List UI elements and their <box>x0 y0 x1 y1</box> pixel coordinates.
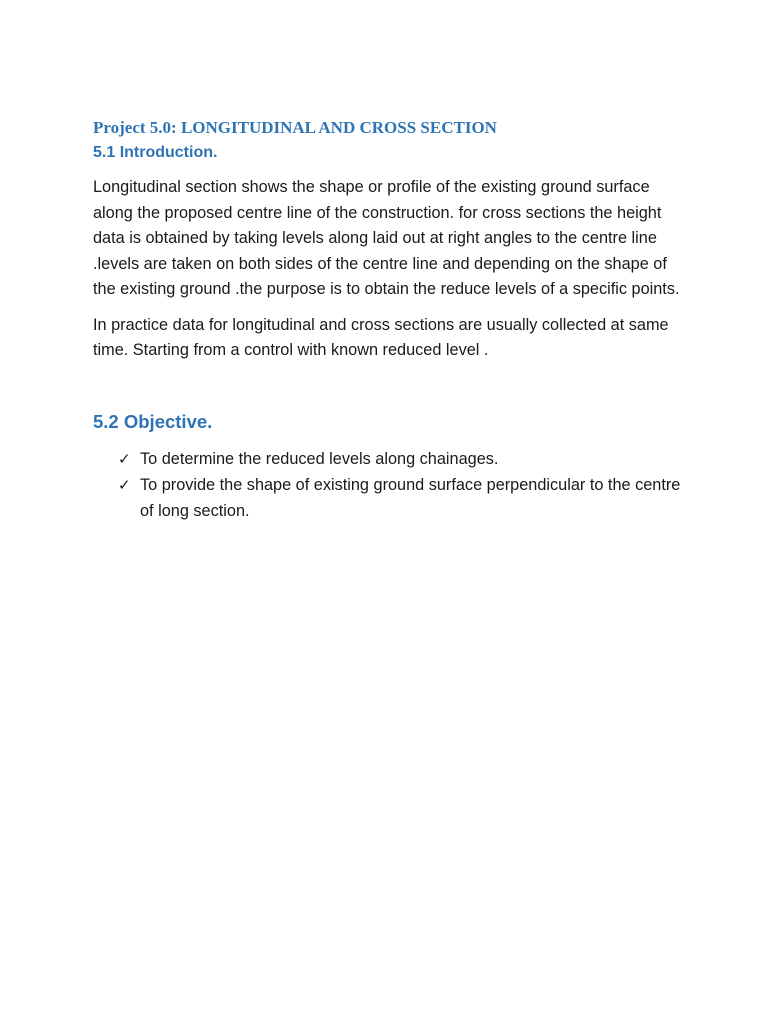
page-content <box>93 115 693 524</box>
objective-item-text: To determine the reduced levels along chainages. <box>140 449 499 468</box>
project-title: Project 5.0: LONGITUDINAL AND CROSS SECTION <box>93 118 497 137</box>
objective-item-text: To provide the shape of existing ground surface perpendicular to the centre of long section. <box>140 475 681 520</box>
check-icon: ✓ <box>118 449 131 468</box>
objective-list <box>93 446 693 524</box>
intro-paragraph-2: In practice data for longitudinal and cross sections are usually collected at same time. Starting from a control with known reduced level . <box>93 315 669 359</box>
objective-item <box>118 472 693 524</box>
check-icon: ✓ <box>118 475 131 494</box>
objective-heading: 5.2 Objective. <box>93 410 213 432</box>
introduction-heading: 5.1 Introduction. <box>93 144 218 161</box>
intro-paragraph-1: Longitudinal section shows the shape or profile of the existing ground surface along the proposed centre line of the construction. for cross sections the height data is obtained by taking levels along laid out at right angles to the centre line .levels are taken on both sides of the centre line and depending on the shape of the existing ground .the purpose is to obtain the reduce levels of a specific points. <box>93 178 680 298</box>
objective-item <box>118 446 693 472</box>
